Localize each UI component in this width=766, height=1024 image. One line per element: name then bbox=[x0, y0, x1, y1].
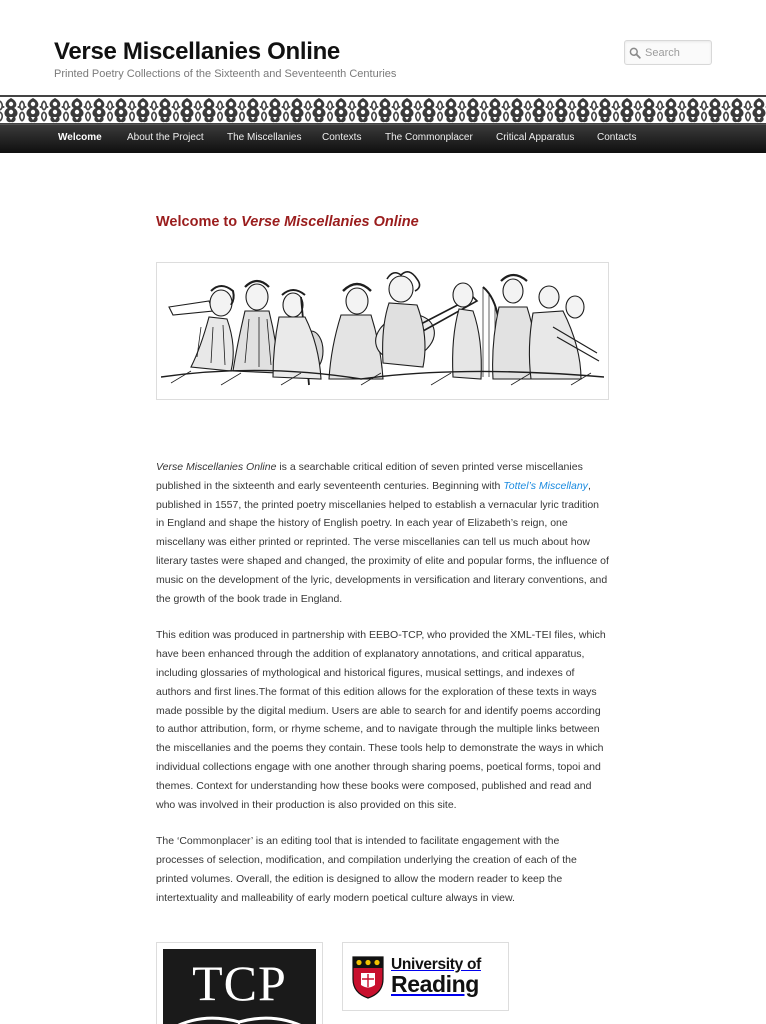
search-icon bbox=[629, 47, 641, 59]
tottels-miscellany-link[interactable]: Tottel’s Miscellany bbox=[503, 479, 588, 492]
hero-woodcut-image bbox=[156, 262, 609, 400]
nav-item-contacts[interactable]: Contacts bbox=[597, 132, 637, 143]
reading-wordmark bbox=[391, 957, 481, 996]
university-of-reading-logo[interactable] bbox=[342, 942, 509, 1011]
nav-item-contexts[interactable]: Contexts bbox=[322, 132, 362, 143]
site-description: Printed Poetry Collections of the Sixteenth and Seventeenth Centuries bbox=[54, 68, 397, 80]
woodcut-illustration bbox=[161, 267, 604, 395]
page-title bbox=[156, 214, 419, 230]
nav-item-about-the-project[interactable]: About the Project bbox=[127, 132, 204, 143]
nav-item-critical-apparatus[interactable]: Critical Apparatus bbox=[496, 132, 575, 143]
reading-wordmark-line2: Reading bbox=[391, 970, 479, 997]
reading-wordmark-line1: University of bbox=[391, 956, 481, 974]
site-name-emphasis: Verse Miscellanies Online bbox=[156, 461, 277, 473]
open-book-icon bbox=[163, 1008, 316, 1024]
paragraph-commonplacer: The ‘Commonplacer’ is an editing tool that is intended to facilitate engagement with the processes of selection, modification, and compilation underlying the creation of each of the printed volumes. Overall, the edition is designed to allow the modern reader to keep the intertextuality and malleability of early modern poetical culture always in view. bbox=[156, 835, 577, 904]
search-box[interactable] bbox=[624, 40, 712, 65]
tcp-logo-badge bbox=[163, 949, 316, 1024]
site-title[interactable]: Verse Miscellanies Online bbox=[54, 38, 340, 65]
paragraph-edition: This edition was produced in partnership with EEBO-TCP, who provided the XML-TEI files, which have been enhanced through the addition of explanatory annotations, and critical apparatus, including glossaries of mythological and historical figures, musical settings, and indexes of authors and first lines.The format of this edition allows for the exploration of these texts in ways made possible by the digital medium. Users are able to search for and identify poems according to author attribution, form, or rhyme scheme, and to navigate through the multiple links between the miscellanies and the poems they contain. These tools help to demonstrate the ways in which individual collections engage with one another through sharing poems, poetical forms, topoi and themes. Context for understanding how these books were composed, published and read and who was involved in their production is also provided on this site. bbox=[156, 629, 606, 811]
tcp-logo-text: TCP bbox=[192, 955, 287, 1011]
nav-item-the-miscellanies[interactable]: The Miscellanies bbox=[227, 132, 302, 143]
nav-item-the-commonplacer[interactable]: The Commonplacer bbox=[385, 132, 473, 143]
page-title-prefix: Welcome to bbox=[156, 214, 242, 230]
tcp-logo[interactable] bbox=[156, 942, 323, 1024]
main-navigation bbox=[0, 124, 766, 153]
reading-crest-icon bbox=[351, 955, 385, 999]
entry-content bbox=[156, 458, 610, 926]
nav-item-welcome[interactable]: Welcome bbox=[58, 132, 102, 143]
intro-text-a: is a searchable critical edition of seven printed verse miscellanies published in the sixteenth and early seventeenth centuries. Beginning with bbox=[156, 461, 583, 492]
paragraph-intro bbox=[156, 458, 610, 608]
header-banner bbox=[0, 95, 766, 125]
search-input[interactable] bbox=[645, 47, 709, 59]
page-title-emphasis: Verse Miscellanies Online bbox=[241, 214, 419, 230]
intro-text-b: , published in 1557, the printed poetry miscellanies helped to establish a vernacular lyric tradition in England and shape the history of English poetry. In each year of Elizabeth’s reign, one miscellany was either printed or reprinted. The verse miscellanies can tell us much about how literary tastes were shaped and changed, the proximity of elite and popular forms, the influence of music on the development of the lyric, developments in versification and literary conventions, and the growth of the book trade in England. bbox=[156, 479, 609, 605]
